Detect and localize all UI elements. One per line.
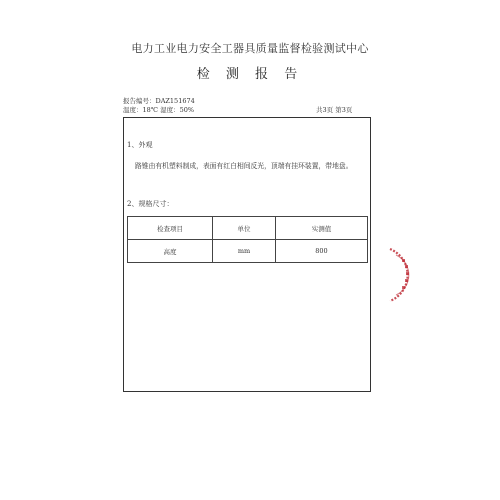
appearance-heading: 1、外观	[127, 141, 153, 149]
table-row	[128, 240, 368, 263]
report-number: 报告编号：DAZ151674	[123, 97, 195, 105]
dimensions-heading: 2、规格尺寸：	[127, 200, 174, 208]
test-conditions: 温度：18℃ 湿度：50%	[123, 106, 195, 114]
report-title: 检 测 报 告	[196, 67, 304, 82]
header-item: 检查项目	[128, 217, 213, 240]
organization-name: 电力工业电力安全工器具质量监督检验测试中心	[131, 42, 369, 55]
official-seal-partial	[384, 245, 424, 305]
cell-item: 高度	[128, 240, 213, 263]
cell-measured: 800	[276, 240, 368, 263]
dimensions-table	[127, 216, 368, 263]
header-unit: 单位	[213, 217, 276, 240]
cell-unit: mm	[213, 240, 276, 263]
header-measured: 实测值	[276, 217, 368, 240]
page-count: 共3页 第3页	[316, 106, 353, 114]
appearance-text: 路锥由有机塑料制成，表面有红白相间反光，顶端有挂环装置，带地盘。	[135, 162, 353, 170]
table-header-row	[128, 217, 368, 240]
